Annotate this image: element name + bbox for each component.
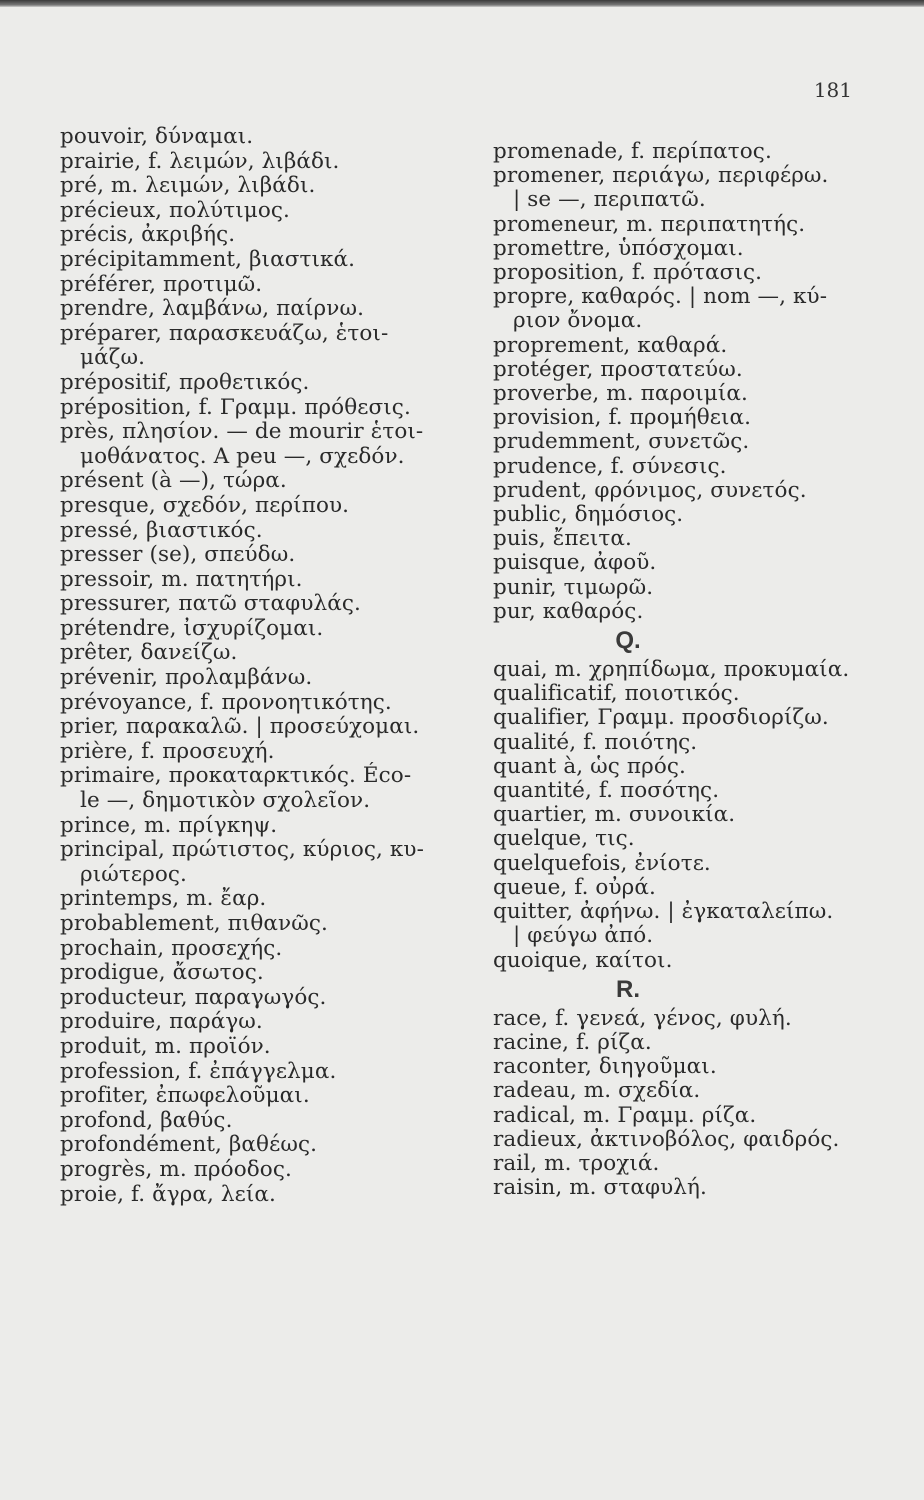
entry: prochain, προσεχής.	[60, 935, 283, 961]
entry: précis, ἀκριβής.	[60, 222, 236, 248]
entry: précieux, πολύτιμος.	[60, 197, 290, 223]
entry: préparer, παρασκευάζω, ἑτοι-	[60, 320, 389, 346]
entry: présent (à —), τώρα.	[60, 468, 287, 494]
entry: quant à, ὡς πρός.	[493, 753, 686, 779]
entry: profession, f. ἐπάγγελμα.	[60, 1058, 337, 1084]
page-number: 181	[813, 78, 852, 102]
entry: produire, παράγω.	[60, 1009, 263, 1035]
entry: radeau, m. σχεδία.	[493, 1078, 701, 1104]
entry-continuation: μοθάνατος. A peu —, σχεδόν.	[80, 443, 405, 469]
entry: quantité, f. ποσότης.	[493, 778, 720, 804]
entry: puis, ἔπειτα.	[493, 526, 632, 552]
entry: qualité, f. ποιότης.	[493, 729, 698, 755]
entry: prévoyance, f. προνοητικότης.	[60, 689, 392, 715]
entry: race, f. γενεά, γένος, φυλή.	[493, 1005, 792, 1031]
entry: prétendre, ἰσχυρίζομαι.	[60, 615, 324, 641]
entry: progrès, m. πρόοδος.	[60, 1156, 292, 1182]
entry: pressoir, m. πατητήρι.	[60, 566, 303, 592]
entry: préposition, f. Γραμμ. πρόθεσις.	[60, 394, 411, 420]
entry: précipitamment, βιαστικά.	[60, 246, 356, 272]
entry: promener, περιάγω, περιφέρω.	[493, 163, 829, 189]
entry: prudence, f. σύνεσις.	[493, 453, 727, 479]
entry: quelque, τις.	[493, 826, 635, 852]
entry: presque, σχεδόν, περίπου.	[60, 492, 350, 518]
entry: qualificatif, ποιοτικός.	[493, 681, 740, 707]
entry: pressurer, πατῶ σταφυλάς.	[60, 591, 361, 617]
entry: propre, καθαρός. | nom —, κύ-	[493, 284, 828, 310]
entry: prudemment, συνετῶς.	[493, 429, 750, 455]
scan-top-edge	[0, 0, 924, 7]
entry: racine, f. ρίζα.	[493, 1029, 652, 1055]
entry: près, πλησίον. — de mourir ἑτοι-	[60, 419, 424, 445]
entry: promettre, ὑπόσχομαι.	[493, 235, 744, 261]
left-column	[60, 125, 480, 1207]
entry: prudent, φρόνιμος, συνετός.	[493, 477, 807, 503]
entry: profond, βαθύς.	[60, 1107, 233, 1133]
entry: quai, m. χρηπίδωμα, προκυμαία.	[493, 657, 850, 683]
entry: prévenir, προλαμβάνω.	[60, 665, 313, 691]
entry: quoique, καίτοι.	[493, 947, 673, 973]
entry: raisin, m. σταφυλή.	[493, 1175, 707, 1201]
entry: qualifier, Γραμμ. προσδιορίζω.	[493, 705, 829, 731]
entry: primaire, προκαταρκτικός. Éco-	[60, 763, 412, 789]
entry-continuation: | se —, περιπατῶ.	[513, 187, 706, 213]
entry: radical, m. Γραμμ. ρίζα.	[493, 1102, 757, 1128]
entry-continuation: | φεύγω ἀπό.	[513, 923, 654, 949]
entry: promenade, f. περίπατος.	[493, 139, 772, 164]
entry: punir, τιμωρῶ.	[493, 574, 654, 600]
entry: radieux, ἀκτινοβόλος, φαιδρός.	[493, 1126, 840, 1152]
entry: proie, f. ἄγρα, λεία.	[60, 1181, 276, 1207]
entry: prairie, f. λειμών, λιβάδι.	[60, 148, 340, 174]
entry-continuation: ριώτερος.	[80, 861, 187, 887]
entry: prépositif, προθετικός.	[60, 369, 310, 395]
entry: prêter, δανείζω.	[60, 640, 238, 666]
entry: pré, m. λειμών, λιβάδι.	[60, 173, 316, 199]
entry: proposition, f. πρότασις.	[493, 260, 763, 286]
entry: presser (se), σπεύδω.	[60, 542, 296, 568]
entry: principal, πρώτιστος, κύριος, κυ-	[60, 837, 424, 863]
entry: producteur, παραγωγός.	[60, 984, 327, 1010]
entry: rail, m. τροχιά.	[493, 1150, 660, 1176]
entry: préférer, προτιμῶ.	[60, 271, 263, 297]
entry: public, δημόσιος.	[493, 502, 684, 528]
entry: prier, παρακαλῶ. | προσεύχομαι.	[60, 714, 420, 740]
entry: queue, f. οὐρά.	[493, 874, 656, 900]
entry-continuation: μάζω.	[80, 345, 146, 371]
entry: printemps, m. ἔαρ.	[60, 886, 267, 912]
entry: provision, f. προμήθεια.	[493, 405, 752, 431]
entry: prince, m. πρίγκηψ.	[60, 812, 278, 838]
entry: protéger, προστατεύω.	[493, 356, 743, 382]
entry: profiter, ἐπωφελοῦμαι.	[60, 1083, 310, 1109]
entry: prendre, λαμβάνω, παίρνω.	[60, 296, 365, 322]
entry: probablement, πιθανῶς.	[60, 911, 328, 936]
entry: pouvoir, δύναμαι.	[60, 124, 254, 149]
entry: produit, m. προϊόν.	[60, 1033, 271, 1059]
entry: raconter, διηγοῦμαι.	[493, 1054, 717, 1080]
section-letter-r: R.	[616, 975, 640, 1003]
entry: prodigue, ἄσωτος.	[60, 960, 264, 986]
entry: quelquefois, ἐνίοτε.	[493, 850, 711, 876]
entry: profondément, βαθέως.	[60, 1132, 318, 1158]
entry: puisque, ἀφοῦ.	[493, 550, 657, 576]
section-letter-q: Q.	[615, 627, 641, 655]
entry: proverbe, m. παροιμία.	[493, 381, 748, 407]
right-column	[493, 140, 893, 1200]
entry: quitter, ἀφήνω. | ἐγκαταλείπω.	[493, 899, 834, 925]
entry: prière, f. προσευχή.	[60, 738, 275, 764]
entry-continuation: ριον ὄνομα.	[513, 308, 643, 334]
entry: pur, καθαρός.	[493, 598, 644, 624]
entry-continuation: le —, δημοτικὸν σχολεῖον.	[80, 788, 371, 814]
entry: quartier, m. συνοικία.	[493, 802, 736, 828]
entry: promeneur, m. περιπατητής.	[493, 211, 806, 237]
entry: proprement, καθαρά.	[493, 332, 728, 358]
entry: pressé, βιαστικός.	[60, 517, 263, 543]
